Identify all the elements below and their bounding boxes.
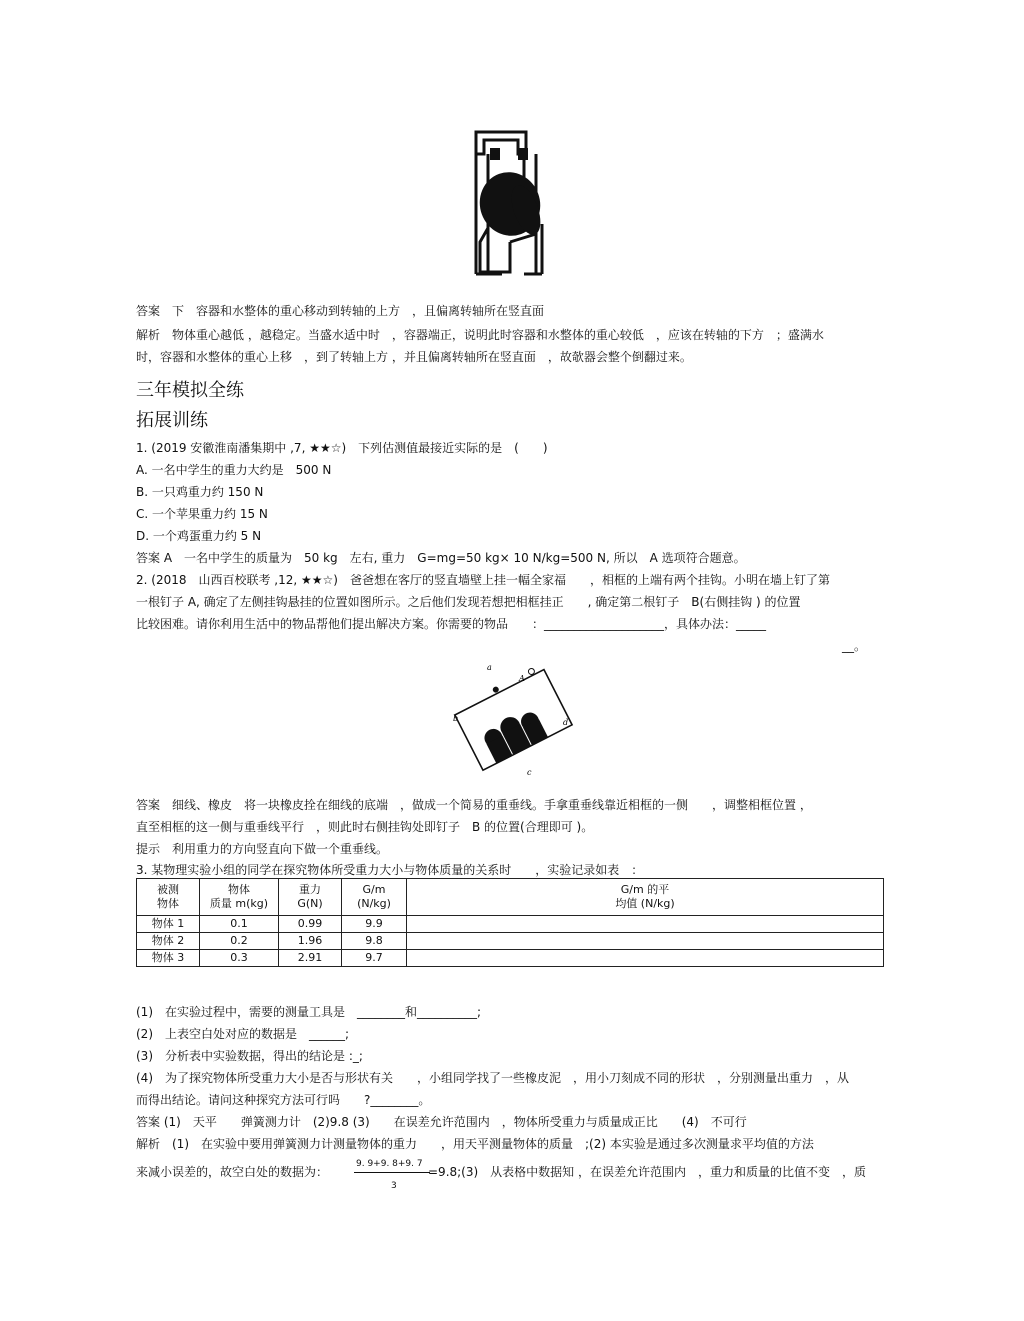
q3-sub-1: (1) 在实验过程中，需要的测量工具是 ________和__________;: [136, 1005, 482, 1019]
table-cell: [407, 950, 884, 967]
table-cell: 2.91: [279, 950, 342, 967]
photo-frame-figure: [451, 661, 575, 777]
q3-answer: 答案 (1) 天平 弹簧测力计 (2)9.8 (3) 在误差允许范围内 ，物体所受重力与质量成正比 (4) 不可行: [136, 1115, 747, 1129]
table-header: G/m 的平 均值 (N/kg): [407, 879, 884, 916]
q2-line-1: 2. (2018 山西百校联考 ,12, ★★☆) 爸爸想在客厅的竖直墙壁上挂一幅全家福 ，相框的上端有两个挂钩。小明在墙上钉了第: [136, 573, 830, 587]
table-cell: [407, 933, 884, 950]
label-b: b: [453, 714, 459, 723]
table-header: 被测 物体: [137, 879, 200, 916]
label-d: d: [563, 718, 569, 727]
fraction-numerator: 9. 9+9. 8+9. 7: [356, 1159, 423, 1169]
table-header: 重力 G(N): [279, 879, 342, 916]
q2-line-3: 比较困难。请你利用生活中的物品帮他们提出解决方案。你需要的物品 ：____________________，具体办法：_____: [136, 617, 767, 631]
table-cell: [407, 916, 884, 933]
table-cell: 1.96: [279, 933, 342, 950]
section-title: 三年模拟全练: [136, 380, 244, 401]
table-cell: 0.99: [279, 916, 342, 933]
table-row: [137, 916, 884, 933]
prev-answer: 答案 下 容器和水整体的重心移动到转轴的上方 ，且偏离转轴所在竖直面: [136, 304, 545, 318]
q3-stem: 3. 某物理实验小组的同学在探究物体所受重力大小与物体质量的关系时 ，实验记录如表 ：: [136, 863, 644, 877]
q2-answer-line-2: 直至相框的这一侧与重垂线平行 ，则此时右侧挂钩处即钉子 B 的位置(合理即可 )。: [136, 820, 594, 834]
q1-answer: 答案 A 一名中学生的质量为 50 kg 左右, 重力 G=mg=50 kg× 10 N/kg=500 N, 所以 A 选项符合题意。: [136, 551, 746, 565]
table-cell: 0.2: [200, 933, 279, 950]
fraction-denominator: 3: [391, 1181, 397, 1191]
table-row: [137, 933, 884, 950]
prev-analysis-line-1: 解析 物体重心越低 ，越稳定。当盛水适中时 ，容器端正，说明此时容器和水整体的重心较低 ，应该在转轴的下方 ；盛满水: [136, 328, 824, 342]
q3-sub-4-line-1: (4) 为了探究物体所受重力大小是否与形状有关 ，小组同学找了一些橡皮泥 ，用小刀刻成不同的形状 ，分别测量出重力 ，从: [136, 1071, 850, 1085]
table-cell: 物体 3: [137, 950, 200, 967]
table-cell: 0.3: [200, 950, 279, 967]
table-cell: 9.8: [342, 933, 407, 950]
vessel-figure: [462, 124, 562, 284]
q3-sub-2: (2) 上表空白处对应的数据是 ______;: [136, 1027, 350, 1041]
table-cell: 0.1: [200, 916, 279, 933]
section-subtitle: 拓展训练: [136, 410, 208, 431]
q1-option-c: C. 一个苹果重力约 15 N: [136, 507, 268, 521]
q1-option-b: B. 一只鸡重力约 150 N: [136, 485, 264, 499]
q2-line-2: 一根钉子 A, 确定了左侧挂钩悬挂的位置如图所示。之后他们发现若想把相框挂正 , 确定第二根钉子 B(右侧挂钩 ) 的位置: [136, 595, 801, 609]
table-cell: 物体 1: [137, 916, 200, 933]
table-cell: 9.7: [342, 950, 407, 967]
q3-sub-4-line-2: 而得出结论。请问这种探究方法可行吗 ?________。: [136, 1093, 431, 1107]
table-cell: 9.9: [342, 916, 407, 933]
table-header: G/m (N/kg): [342, 879, 407, 916]
q2-answer-line-1: 答案 细线、橡皮 将一块橡皮拴在细线的底端 ，做成一个简易的重垂线。手拿重垂线靠近相框的一侧 ，调整相框位置 ，: [136, 798, 812, 812]
fraction-bar: [354, 1172, 430, 1173]
label-a: a: [487, 663, 492, 672]
table-cell: 物体 2: [137, 933, 200, 950]
prev-analysis-line-2: 时，容器和水整体的重心上移 ，到了转轴上方 ，并且偏离转轴所在竖直面 ，故欹器会整个倒翻过来。: [136, 350, 692, 364]
label-c: c: [527, 768, 532, 777]
label-A: A: [519, 674, 525, 683]
q3-analysis-line-1: 解析 (1) 在实验中要用弹簧测力计测量物体的重力 ，用天平测量物体的质量 ;(2) 本实验是通过多次测量求平均值的方法: [136, 1137, 814, 1151]
record-table: [136, 878, 884, 967]
q3-analysis-line-2a: 来减小误差的，故空白处的数据为：: [136, 1165, 329, 1179]
table-header-row: [137, 879, 884, 916]
table-row: [137, 950, 884, 967]
q3-analysis-line-2b: =9.8;(3) 从表格中数据知 ，在误差允许范围内 ，重力和质量的比值不变 ，质: [428, 1165, 866, 1179]
q1-option-a: A. 一名中学生的重力大约是 500 N: [136, 463, 332, 477]
q2-line-4: __。: [842, 639, 867, 653]
table-header: 物体 质量 m(kg): [200, 879, 279, 916]
q3-sub-3: (3) 分析表中实验数据，得出的结论是 :_;: [136, 1049, 363, 1063]
q1-option-d: D. 一个鸡蛋重力约 5 N: [136, 529, 262, 543]
q1-stem: 1. (2019 安徽淮南潘集期中 ,7, ★★☆) 下列估测值最接近实际的是 ( ): [136, 441, 548, 455]
q2-hint: 提示 利用重力的方向竖直向下做一个重垂线。: [136, 842, 389, 856]
